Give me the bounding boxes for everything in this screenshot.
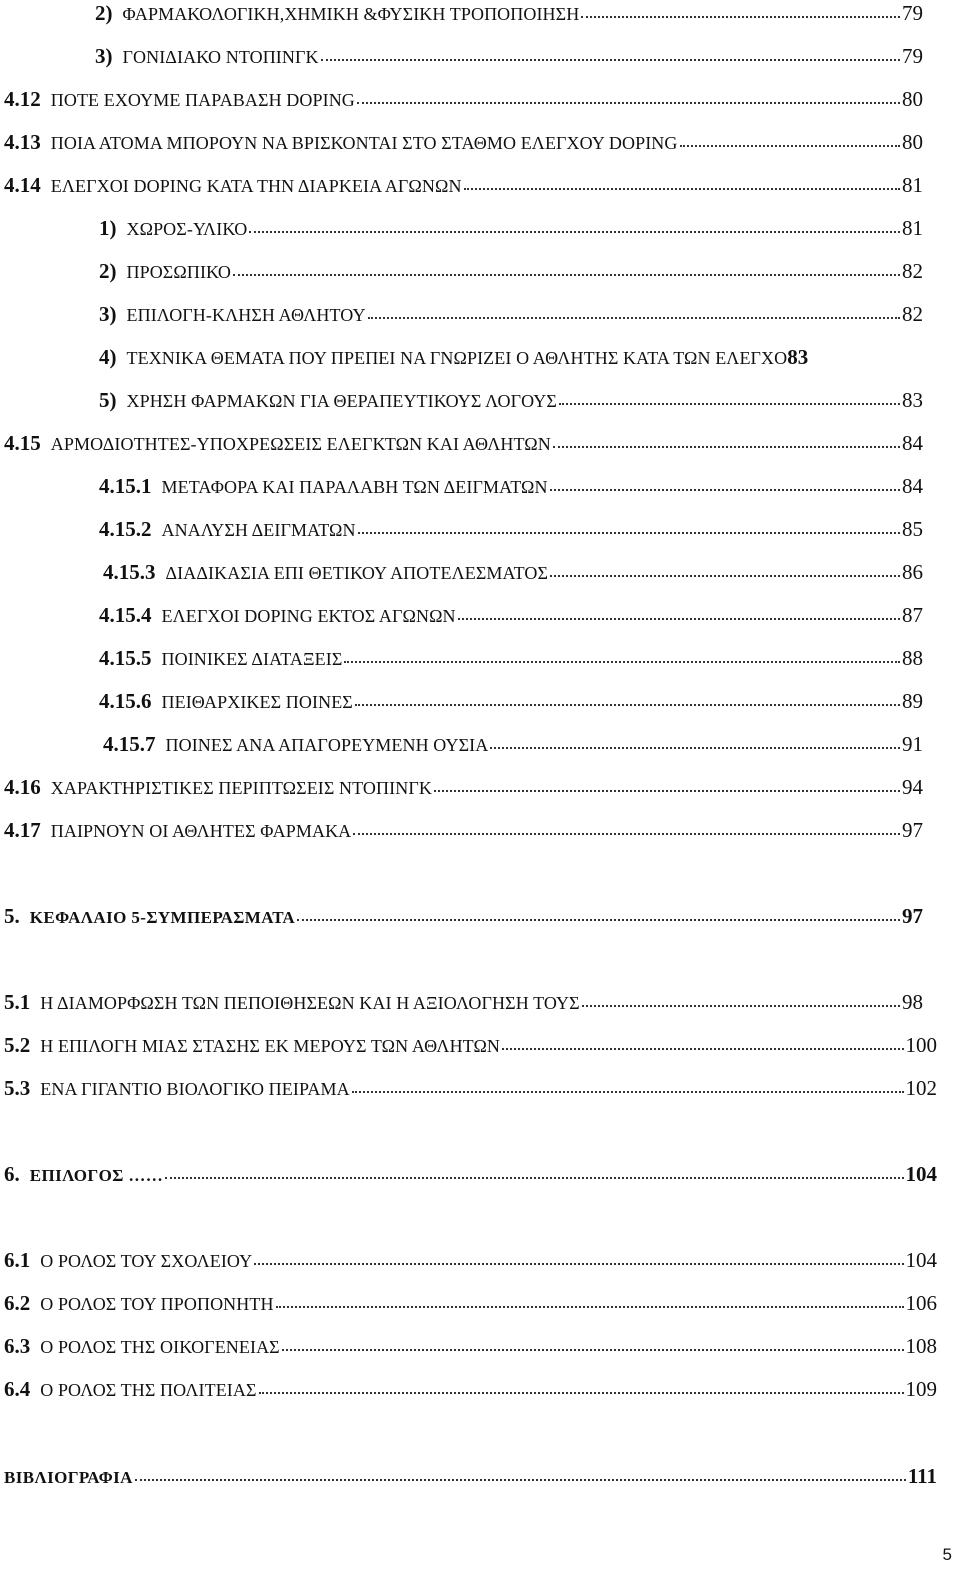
toc-entry-page: 111 [907, 1464, 937, 1488]
toc-entry [4, 1032, 937, 1059]
dot-leader [165, 1177, 903, 1179]
toc-entry-page: 80 [902, 130, 923, 154]
toc-entry-page: 98 [902, 990, 923, 1014]
toc-entry [99, 301, 923, 328]
dot-leader [344, 661, 900, 663]
toc-entry-page: 97 [902, 904, 923, 928]
dot-leader [297, 919, 900, 921]
dot-leader [464, 188, 900, 190]
page-number: 5 [942, 1545, 952, 1564]
toc-entry-title: ΠΟΤΕ ΕΧΟΥΜΕ ΠΑΡΑΒΑΣΗ DOPING [50, 90, 355, 110]
toc-entry-page: 83 [787, 345, 809, 369]
toc-entry-title: ΚΕΦΑΛΑΙΟ 5-ΣΥΜΠΕΡΑΣΜΑΤΑ [29, 908, 296, 927]
toc-entry-page: 87 [902, 603, 923, 627]
toc-entry-page: 97 [902, 818, 923, 842]
toc-entry-number: 4.14 [4, 173, 41, 197]
toc-entry-title: Η ΔΙΑΜΟΡΦΩΣΗ ΤΩΝ ΠΕΠΟΙΘΗΣΕΩΝ ΚΑΙ Η ΑΞΙΟΛΟΓΗΣΗ ΤΟΥΣ [40, 993, 580, 1013]
toc-entry-page: 81 [902, 216, 923, 240]
toc-entry-page: 108 [905, 1334, 937, 1358]
toc-entry-title: ΑΝΑΛΥΣΗ ΔΕΙΓΜΑΤΩΝ [161, 520, 356, 540]
dot-leader [355, 704, 900, 706]
dot-leader [550, 575, 900, 577]
dot-leader [259, 1392, 904, 1394]
toc-entry-number: 6.1 [4, 1248, 31, 1272]
toc-entry-title: ΕΠΙΛΟΓΟΣ …… [29, 1166, 164, 1185]
toc-entry-number: 2) [95, 1, 113, 25]
toc-entry-number: 4.12 [4, 87, 41, 111]
toc-entry [99, 473, 923, 500]
toc-entry-title: ΠΟΙΝΕΣ ΑΝΑ ΑΠΑΓΟΡΕΥΜΕΝΗ ΟΥΣΙΑ [165, 735, 489, 755]
toc-entry-number: 4) [99, 345, 117, 369]
toc-entry [4, 989, 923, 1016]
toc-entry [95, 43, 923, 70]
toc-entry-title: ΕΛΕΓΧΟΙ DOPING ΚΑΤΑ ΤΗΝ ΔΙΑΡΚΕΙΑ ΑΓΩΝΩΝ [50, 176, 462, 196]
toc-entry-title: ΠΟΙΑ ΑΤΟΜΑ ΜΠΟΡΟΥΝ ΝΑ ΒΡΙΣΚΟΝΤΑΙ ΣΤΟ ΣΤΑΘΜΟ ΕΛΕΓΧΟΥ DOPING [50, 133, 678, 153]
toc-entry-title: ΠΡΟΣΩΠΙΚΟ [126, 262, 232, 282]
toc-entry-title: ΜΕΤΑΦΟΡΑ ΚΑΙ ΠΑΡΑΛΑΒΗ ΤΩΝ ΔΕΙΓΜΑΤΩΝ [161, 477, 548, 497]
toc-entry-title: ΔΙΑΔΙΚΑΣΙΑ ΕΠΙ ΘΕΤΙΚΟΥ ΑΠΟΤΕΛΕΣΜΑΤΟΣ [165, 563, 549, 583]
dot-leader [502, 1048, 903, 1050]
toc-entry-page: 86 [902, 560, 923, 584]
dot-leader [249, 231, 900, 233]
toc-entry-number: 6. [4, 1162, 20, 1186]
toc-entry-number: 5) [99, 388, 117, 412]
dot-leader [680, 145, 901, 147]
toc-entry-number: 5.3 [4, 1076, 31, 1100]
toc-entry [99, 688, 923, 715]
toc-entry-title: ΠΑΙΡΝΟΥΝ ΟΙ ΑΘΛΗΤΕΣ ΦΑΡΜΑΚΑ [50, 821, 352, 841]
dot-leader [559, 403, 900, 405]
toc-entry-page: 81 [902, 173, 923, 197]
toc-entry-page: 82 [902, 259, 923, 283]
toc-entry-page: 104 [905, 1248, 937, 1272]
toc-entry [4, 774, 923, 801]
dot-leader [458, 618, 900, 620]
toc-entry-title: ΤΕΧΝΙΚΑ ΘΕΜΑΤΑ ΠΟΥ ΠΡΕΠΕΙ ΝΑ ΓΝΩΡΙΖΕΙ Ο ΑΘΛΗΤΗΣ ΚΑΤΑ ΤΩΝ ΕΛΕΓΧΟ [126, 348, 788, 368]
toc-entry [103, 731, 923, 758]
toc-entry-number: 6.2 [4, 1291, 31, 1315]
toc-entry-number: 4.15.6 [99, 689, 152, 713]
toc-entry [4, 1247, 937, 1274]
toc-entry-number: 4.15.1 [99, 474, 152, 498]
toc-entry [4, 903, 923, 931]
toc-entry-page: 84 [902, 474, 923, 498]
toc-entry-title: ΒΙΒΛΙΟΓΡΑΦΙΑ [4, 1468, 133, 1487]
toc-entry-number: 4.15.7 [103, 732, 156, 756]
toc-entry-page: 104 [905, 1162, 937, 1186]
toc-entry [99, 645, 923, 672]
toc-entry-title: ΑΡΜΟΔΙΟΤΗΤΕΣ-ΥΠΟΧΡΕΩΣΕΙΣ ΕΛΕΓΚΤΩΝ ΚΑΙ ΑΘΛΗΤΩΝ [50, 434, 551, 454]
toc-entry-page: 88 [902, 646, 923, 670]
toc-entry-number: 5.2 [4, 1033, 31, 1057]
toc-entry [4, 1161, 937, 1189]
toc-entry [4, 1463, 937, 1491]
dot-leader [135, 1479, 906, 1481]
toc-entry-page: 106 [905, 1291, 937, 1315]
toc-entry [4, 1075, 937, 1102]
toc-entry-number: 6.4 [4, 1377, 31, 1401]
toc-entry [103, 559, 923, 586]
toc-entry-number: 1) [99, 216, 117, 240]
toc-entry [4, 172, 923, 199]
dot-leader [233, 274, 900, 276]
toc-entry-title: ΕΝΑ ΓΙΓΑΝΤΙΟ ΒΙΟΛΟΓΙΚΟ ΠΕΙΡΑΜΑ [40, 1079, 350, 1099]
dot-leader [357, 102, 900, 104]
toc-entry-page: 94 [902, 775, 923, 799]
toc-entry [99, 602, 923, 629]
toc-entry [95, 0, 923, 27]
toc-entry-page: 89 [902, 689, 923, 713]
toc-entry-page: 109 [905, 1377, 937, 1401]
toc-entry-title: ΠΟΙΝΙΚΕΣ ΔΙΑΤΑΞΕΙΣ [161, 649, 343, 669]
dot-leader [352, 1091, 904, 1093]
dot-leader [368, 317, 900, 319]
toc-entry-number: 5.1 [4, 990, 31, 1014]
toc-entry-title: Ο ΡΟΛΟΣ ΤΟΥ ΣΧΟΛΕΙΟΥ [40, 1251, 253, 1271]
toc-entry [4, 86, 923, 113]
toc-entry [4, 1290, 937, 1317]
toc-entry-title: ΧΩΡΟΣ-ΥΛΙΚΟ [126, 219, 248, 239]
toc-entry-number: 4.15.2 [99, 517, 152, 541]
toc-entry-number: 4.15.4 [99, 603, 152, 627]
toc-entry-page: 79 [902, 44, 923, 68]
toc-entry-title: ΧΡΗΣΗ ΦΑΡΜΑΚΩΝ ΓΙΑ ΘΕΡΑΠΕΥΤΙΚΟΥΣ ΛΟΓΟΥΣ [126, 391, 557, 411]
toc-entry-number: 4.15.3 [103, 560, 156, 584]
toc-entry-number: 2) [99, 259, 117, 283]
dot-leader [353, 833, 900, 835]
toc-entry-title: Ο ΡΟΛΟΣ ΤΗΣ ΠΟΛΙΤΕΙΑΣ [40, 1380, 257, 1400]
toc-entry-number: 5. [4, 904, 20, 928]
dot-leader [276, 1306, 904, 1308]
toc-entry [4, 1333, 937, 1360]
toc-entry-title: ΦΑΡΜΑΚΟΛΟΓΙΚΗ,ΧΗΜΙΚΗ &ΦΥΣΙΚΗ ΤΡΟΠΟΠΟΙΗΣΗ [122, 4, 580, 24]
toc-entry-number: 6.3 [4, 1334, 31, 1358]
toc-entry [4, 430, 923, 457]
toc-entry-number: 4.16 [4, 775, 41, 799]
toc-entry-number: 4.17 [4, 818, 41, 842]
toc-entry-title: ΕΛΕΓΧΟΙ DOPING ΕΚΤΟΣ ΑΓΩΝΩΝ [161, 606, 456, 626]
dot-leader [434, 790, 900, 792]
toc-entry [4, 129, 923, 156]
toc-entry-title: ΓΟΝΙΔΙΑΚΟ ΝΤΟΠΙΝΓΚ [122, 47, 319, 67]
dot-leader [553, 446, 900, 448]
toc-entry [99, 258, 923, 285]
toc-entry-page: 79 [902, 1, 923, 25]
toc-entry [4, 817, 923, 844]
toc-entry-number: 4.15 [4, 431, 41, 455]
toc-entry [99, 387, 923, 414]
toc-entry-page: 82 [902, 302, 923, 326]
toc-entry [99, 215, 923, 242]
dot-leader [321, 59, 900, 61]
toc-entry-title: ΠΕΙΘΑΡΧΙΚΕΣ ΠΟΙΝΕΣ [161, 692, 353, 712]
toc-entry-page: 91 [902, 732, 923, 756]
toc-entry-title: Ο ΡΟΛΟΣ ΤΗΣ ΟΙΚΟΓΕΝΕΙΑΣ [40, 1337, 280, 1357]
dot-leader [358, 532, 900, 534]
dot-leader [490, 747, 900, 749]
toc-entry-title: Ο ΡΟΛΟΣ ΤΟΥ ΠΡΟΠΟΝΗΤΗ [40, 1294, 274, 1314]
toc-entry [99, 516, 923, 543]
dot-leader [550, 489, 900, 491]
toc-entry-page: 85 [902, 517, 923, 541]
toc-entry-page: 83 [902, 388, 923, 412]
toc-entry [4, 1376, 937, 1403]
toc-entry [99, 344, 940, 371]
toc-entry-number: 4.15.5 [99, 646, 152, 670]
toc-entry-page: 80 [902, 87, 923, 111]
toc-entry-title: ΧΑΡΑΚΤΗΡΙΣΤΙΚΕΣ ΠΕΡΙΠΤΩΣΕΙΣ ΝΤΟΠΙΝΓΚ [50, 778, 432, 798]
toc-entry-number: 3) [99, 302, 117, 326]
toc-entry-number: 3) [95, 44, 113, 68]
toc-entry-page: 102 [905, 1076, 937, 1100]
dot-leader [581, 16, 900, 18]
toc-entry-title: Η ΕΠΙΛΟΓΗ ΜΙΑΣ ΣΤΑΣΗΣ ΕΚ ΜΕΡΟΥΣ ΤΩΝ ΑΘΛΗΤΩΝ [40, 1036, 501, 1056]
dot-leader [254, 1263, 903, 1265]
toc-entry-page: 84 [902, 431, 923, 455]
toc-entry-number: 4.13 [4, 130, 41, 154]
dot-leader [582, 1005, 900, 1007]
toc-entry-page: 100 [905, 1033, 937, 1057]
toc-entry-title: ΕΠΙΛΟΓΗ-ΚΛΗΣΗ ΑΘΛΗΤΟΥ [126, 305, 366, 325]
dot-leader [282, 1349, 904, 1351]
